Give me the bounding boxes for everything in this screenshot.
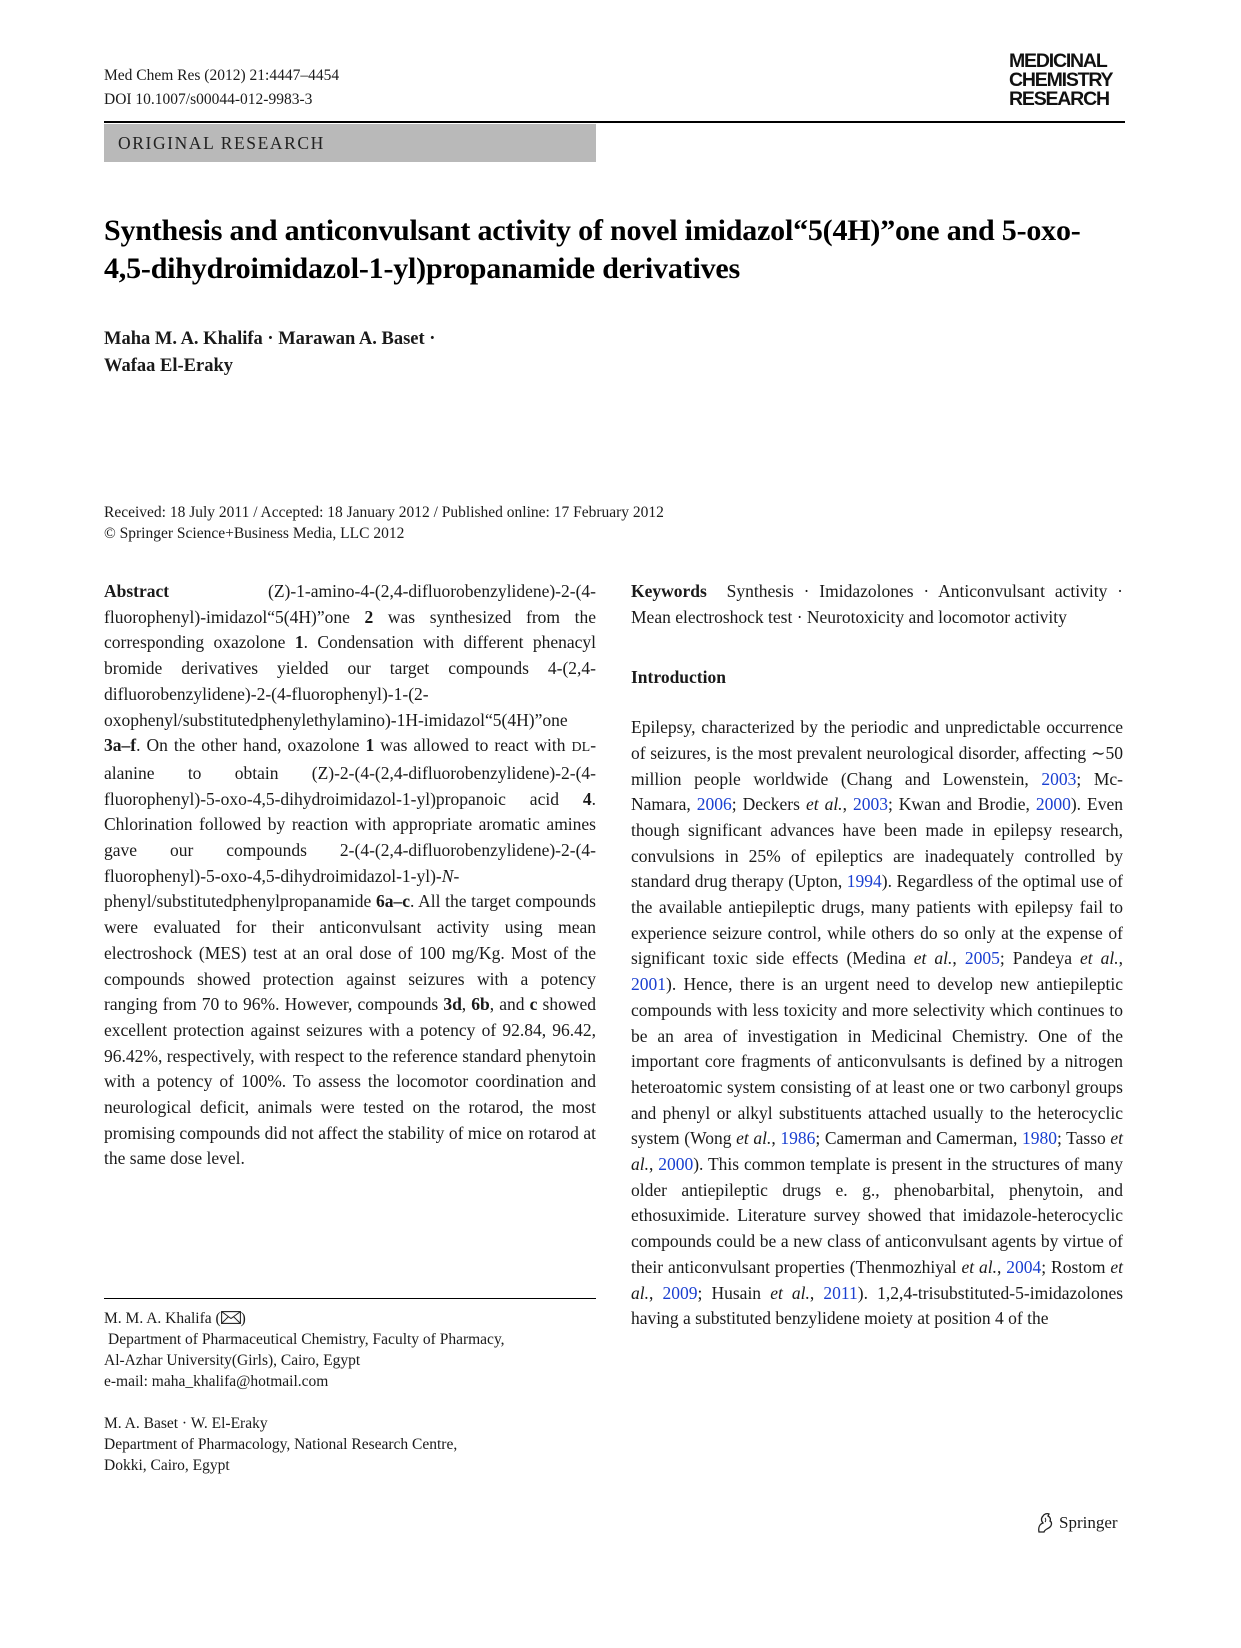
italic-text: et al.	[913, 948, 953, 969]
intro-text: ,	[809, 1282, 815, 1303]
citation-link[interactable]: 2003	[852, 794, 888, 815]
abstract-text: was allowed to react with	[380, 735, 566, 756]
italic-text: N	[441, 865, 454, 886]
italic-text: et al.	[770, 1282, 810, 1303]
journal-citation: Med Chem Res (2012) 21:4447–4454	[104, 67, 340, 84]
abstract-text: -phenyl/substitutedphenylpropanamide	[104, 865, 460, 912]
intro-text: ; Pandeya	[999, 948, 1072, 969]
intro-text: ,	[771, 1128, 776, 1149]
co-authors: M. A. Baset · W. El-Eraky	[104, 1415, 268, 1432]
citation-link[interactable]: 1994	[846, 871, 882, 892]
footnote-rule	[104, 1298, 596, 1299]
intro-text: ,	[952, 948, 957, 969]
compound-ref: 3a–f	[104, 735, 137, 756]
intro-text: ; Husain	[697, 1282, 762, 1303]
citation-link[interactable]: 2003	[1041, 768, 1077, 789]
journal-reference	[104, 64, 339, 112]
compound-ref: 3d	[443, 994, 462, 1015]
affiliation-2-line-2: Dokki, Cairo, Egypt	[104, 1457, 230, 1474]
italic-text: et al.	[805, 794, 843, 815]
abstract-text: (Z)-1-amino-4-(2,4-difluorobenzylidene)-2-(4-fluorophenyl)-imidazol“5(4H)”one	[104, 581, 596, 627]
publisher-name: Springer	[1059, 1513, 1118, 1532]
authors-line-1: Maha M. A. Khalifa · Marawan A. Baset ·	[104, 329, 436, 349]
email[interactable]: e-mail: maha_khalifa@hotmail.com	[104, 1373, 329, 1390]
abstract-text: . All the target compounds were evaluated for their anticonvulsant activity using mean electroshock (MES) test at an oral dose of 100 mg/Kg. Most of the compounds showed protection against seizures with a potency ranging from 70 to 96%. However, compounds	[104, 891, 596, 1015]
compound-ref: 6b	[471, 994, 490, 1015]
publisher-logo	[1035, 1512, 1118, 1534]
author-name: M. M. A. Khalifa (	[104, 1310, 221, 1327]
citation-link[interactable]: 1986	[780, 1128, 816, 1149]
intro-text: ; Kwan and Brodie,	[887, 794, 1030, 815]
history-dates: Received: 18 July 2011 / Accepted: 18 January 2012 / Published online: 17 February 2012	[104, 504, 664, 521]
logo-line-3: RESEARCH	[1009, 88, 1109, 110]
keywords-text: Synthesis · Imidazolones · Anticonvulsant activity · Mean electroshock test · Neurotoxicity and locomotor activity	[631, 581, 1123, 627]
intro-text: ; Deckers	[731, 794, 800, 815]
compound-ref: c	[529, 994, 538, 1015]
intro-text: ; Camerman and Camerman,	[815, 1128, 1018, 1149]
abstract-text: . On the other hand, oxazolone	[136, 735, 360, 756]
intro-text: ; Mc-Namara,	[631, 768, 1123, 815]
authors-line-2: Wafaa El-Eraky	[104, 356, 233, 376]
article-title: Synthesis and anticonvulsant activity of novel imidazol“5(4H)”one and 5-oxo-4,5-dihydroimidazol-1-yl)propanamide derivatives	[104, 214, 1081, 285]
abstract-text: . Condensation with different phenacyl bromide derivatives yielded our target compounds 4-(2,4-difluorobenzylidene)-2-(4-fluorophenyl)-1-(2-oxophenyl/substitutedphenylethylamino)-1H-imidazol“5(4H)”one	[104, 632, 597, 730]
compound-ref: 2	[364, 606, 374, 627]
abstract-text: -alanine to obtain (Z)-2-(4-(2,4-difluorobenzylidene)-2-(4-fluorophenyl)-5-oxo-4,5-dihydroimidazol-1-yl)propanoic acid	[104, 735, 597, 809]
italic-text: et al.	[631, 1128, 1124, 1175]
intro-text: ; Tasso	[1056, 1128, 1106, 1149]
italic-text: et al.	[631, 1256, 1124, 1303]
paren: )	[240, 1310, 246, 1327]
abstract-text: , and	[489, 994, 525, 1015]
affiliation-2-line-1: Department of Pharmacology, National Research Centre,	[104, 1436, 458, 1453]
affiliation-1-line-1: Department of Pharmaceutical Chemistry, Faculty of Pharmacy,	[108, 1331, 505, 1348]
section-banner: ORIGINAL RESEARCH	[104, 124, 596, 162]
abstract-text: showed excellent protection against seizures with a potency of 92.84, 96.42, 96.42%, respectively, with respect to the reference standard phenytoin with a potency of 100%. To assess the locomotor coordination and neurological deficit, animals were tested on the rotarod, the most promising compounds did not affect the stability of mice on rotarod at the same dose level.	[104, 994, 596, 1169]
abstract-column	[104, 579, 596, 1172]
keywords	[631, 579, 1123, 630]
abstract	[104, 579, 596, 1172]
italic-text: et al.	[961, 1256, 998, 1277]
citation-link[interactable]: 2011	[823, 1282, 858, 1303]
citation-link[interactable]: 2000	[658, 1154, 694, 1175]
abstract-text: . Chlorination followed by reaction with appropriate aromatic amines gave our compounds 2-(4-(2,4-difluorobenzylidene)-2-(4-fluorophenyl)-5-oxo-4,5-dihydroimidazol-1-yl)-	[104, 788, 596, 886]
copyright: © Springer Science+Business Media, LLC 2012	[104, 525, 405, 542]
intro-text: ,	[649, 1154, 654, 1175]
right-column	[631, 579, 1123, 1332]
article-history	[104, 502, 664, 544]
compound-ref: 1	[365, 735, 375, 756]
intro-text: ,	[1118, 948, 1124, 969]
intro-text: Epilepsy, characterized by the periodic and unpredictable occurrence of seizures, is the most prevalent neurological disorder, affecting ∼50 million people worldwide (Chang and Lowenstein,	[631, 717, 1123, 789]
compound-ref: 4	[582, 788, 592, 809]
doi: DOI 10.1007/s00044-012-9983-3	[104, 91, 313, 108]
citation-link[interactable]: 2006	[696, 794, 732, 815]
abstract-text: ,	[461, 994, 467, 1015]
italic-text: et al.	[1080, 948, 1119, 969]
intro-text: ,	[649, 1282, 654, 1303]
corresponding-author	[104, 1308, 596, 1329]
introduction-paragraph	[631, 715, 1123, 1332]
intro-text: ). Even though significant advances have been made in epilepsy research, convulsions in 25% of epileptics are inadequately controlled by standard drug therapy (Upton,	[631, 794, 1123, 892]
keywords-heading: Keywords	[631, 581, 707, 601]
header-rule	[104, 121, 1125, 123]
citation-link[interactable]: 2004	[1006, 1256, 1042, 1277]
introduction-heading: Introduction	[631, 667, 726, 688]
intro-text: ). Regardless of the optimal use of the available antiepileptic drugs, many patients with epilepsy fail to experience seizure control, while others do so only at the expense of significant toxic side effects (Medina	[631, 871, 1124, 969]
intro-text: ). 1,2,4-trisubstituted-5-imidazolones having a substituted benzylidene moiety at position 4 of the	[631, 1282, 1124, 1329]
intro-text: ,	[997, 1256, 1002, 1277]
compound-ref: 1	[294, 632, 304, 653]
citation-link[interactable]: 2001	[631, 974, 666, 995]
intro-text: ). Hence, there is an urgent need to develop new antiepileptic compounds with less toxicity and more selectivity which continues to be an area of investigation in Medicinal Chemistry. One of the important core fragments of anticonvulsants is defined by a nitrogen heteroatomic system consisting of at least one or two carbonyl groups and phenyl or alkyl substituents attached usually to the heterocyclic system (Wong	[631, 974, 1123, 1149]
affiliation-1-line-2: Al-Azhar University(Girls), Cairo, Egypt	[104, 1352, 361, 1369]
citation-link[interactable]: 2000	[1035, 794, 1071, 815]
citation-link[interactable]: 2009	[662, 1282, 698, 1303]
logo-line-2: CHEMISTRY	[1009, 69, 1113, 91]
citation-link[interactable]: 1980	[1021, 1128, 1057, 1149]
springer-horse-icon	[1035, 1512, 1055, 1534]
spacer	[104, 1392, 596, 1413]
author-list	[104, 326, 435, 380]
small-caps-prefix: DL	[571, 740, 591, 756]
envelope-icon[interactable]	[221, 1311, 241, 1324]
journal-logo	[1009, 52, 1125, 109]
intro-text: ). This common template is present in the structures of many older antiepileptic drugs e. g., phenobarbital, phenytoin, and ethosuximide. Literature survey showed that imidazole-heterocyclic compounds could be a new class of anticonvulsant agents by virtue of their anticonvulsant properties (Thenmozhiyal	[631, 1154, 1123, 1277]
abstract-text: was synthesized from the corresponding oxazolone	[104, 606, 597, 653]
compound-ref: 6a–c	[375, 891, 410, 912]
abstract-heading: Abstract	[104, 581, 170, 601]
author-footnotes	[104, 1308, 596, 1476]
intro-text: ; Rostom	[1041, 1256, 1106, 1277]
citation-link[interactable]: 2005	[964, 948, 1000, 969]
intro-text: ,	[842, 794, 847, 815]
italic-text: et al.	[736, 1128, 772, 1149]
logo-line-1: MEDICINAL	[1009, 50, 1107, 72]
